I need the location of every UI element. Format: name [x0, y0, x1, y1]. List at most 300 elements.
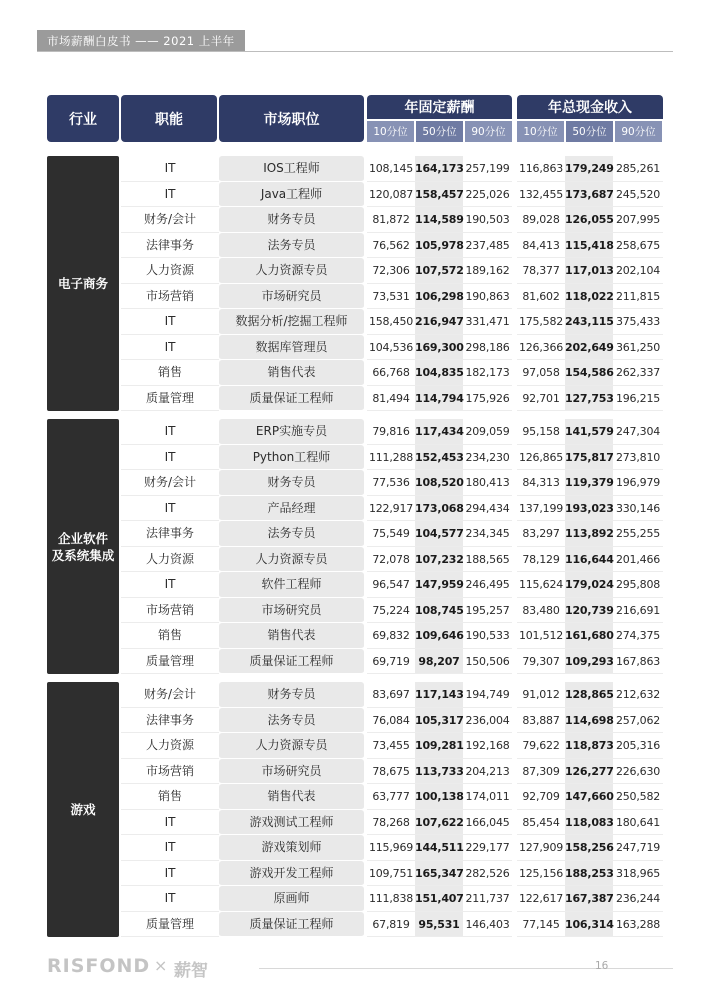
total-p90-cell: 361,250	[613, 335, 663, 361]
position-cell: 游戏开发工程师	[219, 861, 364, 887]
table-row	[47, 386, 663, 412]
table-row	[47, 649, 663, 675]
fixed-p50-cell: 95,531	[415, 912, 463, 938]
total-p90-cell: 216,691	[613, 598, 663, 624]
fixed-p50-cell: 113,733	[415, 759, 463, 785]
total-p50-cell: 113,892	[565, 521, 613, 547]
fixed-p90-cell: 298,186	[463, 335, 512, 361]
table-row	[47, 835, 663, 861]
position-cell: 质量保证工程师	[219, 649, 364, 675]
fixed-p90-cell: 211,737	[463, 886, 512, 912]
fixed-p90-cell: 257,199	[463, 156, 512, 182]
fixed-p90-cell: 234,345	[463, 521, 512, 547]
fixed-p90-cell: 190,533	[463, 623, 512, 649]
total-p50-cell: 175,817	[565, 445, 613, 471]
function-cell: 销售	[121, 623, 219, 649]
table-row	[47, 759, 663, 785]
fixed-p10-cell: 72,306	[367, 258, 415, 284]
fixed-p10-cell: 158,450	[367, 309, 415, 335]
total-p50-cell: 188,253	[565, 861, 613, 887]
total-p50-cell: 118,083	[565, 810, 613, 836]
industry-section	[47, 682, 663, 937]
function-cell: 人力资源	[121, 547, 219, 573]
position-cell: ERP实施专员	[219, 419, 364, 445]
fixed-p90-cell: 237,485	[463, 233, 512, 259]
position-cell: 产品经理	[219, 496, 364, 522]
fixed-p90-cell: 182,173	[463, 360, 512, 386]
position-cell: 销售代表	[219, 360, 364, 386]
industry-section	[47, 419, 663, 674]
total-p10-cell: 92,709	[517, 784, 565, 810]
table-row	[47, 182, 663, 208]
total-p90-cell: 250,582	[613, 784, 663, 810]
table-row	[47, 733, 663, 759]
total-p90-cell: 202,104	[613, 258, 663, 284]
fixed-p10-cell: 83,697	[367, 682, 415, 708]
total-p50-cell: 179,249	[565, 156, 613, 182]
total-p50-cell: 118,873	[565, 733, 613, 759]
total-p10-cell: 97,058	[517, 360, 565, 386]
total-p10-cell: 84,413	[517, 233, 565, 259]
position-cell: 人力资源专员	[219, 258, 364, 284]
total-p90-cell: 247,719	[613, 835, 663, 861]
total-p50-cell: 114,698	[565, 708, 613, 734]
fixed-p10-cell: 63,777	[367, 784, 415, 810]
function-cell: IT	[121, 182, 219, 208]
total-p90-cell: 226,630	[613, 759, 663, 785]
position-cell: 销售代表	[219, 784, 364, 810]
position-cell: 游戏策划师	[219, 835, 364, 861]
total-p50-cell: 193,023	[565, 496, 613, 522]
function-cell: IT	[121, 886, 219, 912]
total-p90-cell: 167,863	[613, 649, 663, 675]
fixed-p90-cell: 195,257	[463, 598, 512, 624]
position-cell: 原画师	[219, 886, 364, 912]
total-p50-cell: 116,644	[565, 547, 613, 573]
header-fixed-p10: 10分位	[367, 121, 414, 142]
fixed-p90-cell: 190,503	[463, 207, 512, 233]
function-cell: IT	[121, 156, 219, 182]
position-cell: 质量保证工程师	[219, 386, 364, 412]
total-p10-cell: 83,887	[517, 708, 565, 734]
table-row	[47, 258, 663, 284]
total-p10-cell: 91,012	[517, 682, 565, 708]
header-divider	[37, 51, 673, 52]
fixed-p50-cell: 117,143	[415, 682, 463, 708]
total-p90-cell: 201,466	[613, 547, 663, 573]
fixed-p50-cell: 147,959	[415, 572, 463, 598]
function-cell: IT	[121, 419, 219, 445]
fixed-p10-cell: 111,288	[367, 445, 415, 471]
total-p10-cell: 83,480	[517, 598, 565, 624]
position-cell: Python工程师	[219, 445, 364, 471]
table-row	[47, 445, 663, 471]
total-p90-cell: 274,375	[613, 623, 663, 649]
fixed-p90-cell: 166,045	[463, 810, 512, 836]
table-row	[47, 547, 663, 573]
table-row	[47, 309, 663, 335]
total-p50-cell: 158,256	[565, 835, 613, 861]
total-p50-cell: 120,739	[565, 598, 613, 624]
fixed-p90-cell: 204,213	[463, 759, 512, 785]
fixed-p10-cell: 109,751	[367, 861, 415, 887]
total-p10-cell: 89,028	[517, 207, 565, 233]
total-p10-cell: 137,199	[517, 496, 565, 522]
industry-label: 电子商务	[47, 156, 119, 411]
fixed-p50-cell: 104,577	[415, 521, 463, 547]
total-p50-cell: 179,024	[565, 572, 613, 598]
fixed-p90-cell: 331,471	[463, 309, 512, 335]
function-cell: 法律事务	[121, 521, 219, 547]
total-p50-cell: 243,115	[565, 309, 613, 335]
total-p10-cell: 77,145	[517, 912, 565, 938]
fixed-p50-cell: 151,407	[415, 886, 463, 912]
fixed-p10-cell: 96,547	[367, 572, 415, 598]
total-p90-cell: 273,810	[613, 445, 663, 471]
fixed-p50-cell: 169,300	[415, 335, 463, 361]
total-p90-cell: 196,215	[613, 386, 663, 412]
function-cell: IT	[121, 861, 219, 887]
position-cell: 人力资源专员	[219, 547, 364, 573]
total-p10-cell: 126,366	[517, 335, 565, 361]
fixed-p90-cell: 209,059	[463, 419, 512, 445]
fixed-p10-cell: 79,816	[367, 419, 415, 445]
table-row	[47, 810, 663, 836]
table-row	[47, 623, 663, 649]
total-p90-cell: 318,965	[613, 861, 663, 887]
total-p90-cell: 211,815	[613, 284, 663, 310]
fixed-p50-cell: 144,511	[415, 835, 463, 861]
fixed-p50-cell: 105,317	[415, 708, 463, 734]
function-cell: 法律事务	[121, 708, 219, 734]
fixed-p90-cell: 192,168	[463, 733, 512, 759]
page-footer	[47, 954, 673, 982]
fixed-p90-cell: 294,434	[463, 496, 512, 522]
position-cell: 财务专员	[219, 682, 364, 708]
industry-label: 企业软件 及系统集成	[47, 419, 119, 674]
function-cell: IT	[121, 335, 219, 361]
fixed-p50-cell: 108,745	[415, 598, 463, 624]
table-row	[47, 708, 663, 734]
fixed-p50-cell: 107,232	[415, 547, 463, 573]
table-row	[47, 598, 663, 624]
fixed-p90-cell: 282,526	[463, 861, 512, 887]
function-cell: IT	[121, 810, 219, 836]
fixed-p10-cell: 115,969	[367, 835, 415, 861]
total-p10-cell: 84,313	[517, 470, 565, 496]
fixed-p10-cell: 120,087	[367, 182, 415, 208]
total-p90-cell: 163,288	[613, 912, 663, 938]
total-p50-cell: 117,013	[565, 258, 613, 284]
total-p90-cell: 262,337	[613, 360, 663, 386]
function-cell: 销售	[121, 360, 219, 386]
total-p10-cell: 122,617	[517, 886, 565, 912]
fixed-p50-cell: 100,138	[415, 784, 463, 810]
function-cell: 人力资源	[121, 258, 219, 284]
fixed-p90-cell: 189,162	[463, 258, 512, 284]
position-cell: 软件工程师	[219, 572, 364, 598]
table-row	[47, 496, 663, 522]
fixed-p50-cell: 216,947	[415, 309, 463, 335]
table-row	[47, 682, 663, 708]
fixed-p10-cell: 104,536	[367, 335, 415, 361]
header-function: 职能	[121, 95, 217, 142]
table-row	[47, 207, 663, 233]
total-p90-cell: 375,433	[613, 309, 663, 335]
function-cell: IT	[121, 445, 219, 471]
total-p90-cell: 285,261	[613, 156, 663, 182]
header-industry: 行业	[47, 95, 119, 142]
total-p10-cell: 95,158	[517, 419, 565, 445]
table-row	[47, 912, 663, 938]
position-cell: 法务专员	[219, 521, 364, 547]
header-fixed-salary: 年固定薪酬	[367, 95, 512, 119]
fixed-p90-cell: 175,926	[463, 386, 512, 412]
function-cell: IT	[121, 835, 219, 861]
fixed-p10-cell: 69,719	[367, 649, 415, 675]
fixed-p50-cell: 173,068	[415, 496, 463, 522]
fixed-p50-cell: 106,298	[415, 284, 463, 310]
fixed-p10-cell: 111,838	[367, 886, 415, 912]
total-p50-cell: 106,314	[565, 912, 613, 938]
fixed-p90-cell: 150,506	[463, 649, 512, 675]
table-row	[47, 233, 663, 259]
total-p10-cell: 175,582	[517, 309, 565, 335]
function-cell: 销售	[121, 784, 219, 810]
function-cell: 财务/会计	[121, 682, 219, 708]
position-cell: 市场研究员	[219, 284, 364, 310]
total-p90-cell: 330,146	[613, 496, 663, 522]
position-cell: 市场研究员	[219, 598, 364, 624]
total-p50-cell: 119,379	[565, 470, 613, 496]
total-p10-cell: 132,455	[517, 182, 565, 208]
fixed-p10-cell: 73,455	[367, 733, 415, 759]
total-p10-cell: 126,865	[517, 445, 565, 471]
total-p50-cell: 167,387	[565, 886, 613, 912]
position-cell: Java工程师	[219, 182, 364, 208]
header-fixed-salary-group	[367, 95, 512, 142]
fixed-p50-cell: 108,520	[415, 470, 463, 496]
position-cell: 质量保证工程师	[219, 912, 364, 938]
fixed-p10-cell: 78,268	[367, 810, 415, 836]
industry-section	[47, 156, 663, 411]
fixed-p10-cell: 72,078	[367, 547, 415, 573]
total-p50-cell: 127,753	[565, 386, 613, 412]
function-cell: 人力资源	[121, 733, 219, 759]
header-fixed-p90: 90分位	[465, 121, 512, 142]
fixed-p50-cell: 107,622	[415, 810, 463, 836]
function-cell: 质量管理	[121, 386, 219, 412]
fixed-p10-cell: 76,562	[367, 233, 415, 259]
fixed-p50-cell: 105,978	[415, 233, 463, 259]
fixed-p50-cell: 114,589	[415, 207, 463, 233]
fixed-p10-cell: 81,494	[367, 386, 415, 412]
fixed-p90-cell: 236,004	[463, 708, 512, 734]
fixed-p90-cell: 229,177	[463, 835, 512, 861]
table-row	[47, 360, 663, 386]
position-cell: 游戏测试工程师	[219, 810, 364, 836]
fixed-p10-cell: 69,832	[367, 623, 415, 649]
total-p10-cell: 127,909	[517, 835, 565, 861]
total-p90-cell: 257,062	[613, 708, 663, 734]
fixed-p90-cell: 194,749	[463, 682, 512, 708]
fixed-p50-cell: 98,207	[415, 649, 463, 675]
total-p50-cell: 141,579	[565, 419, 613, 445]
table-header	[47, 95, 663, 142]
fixed-p10-cell: 75,549	[367, 521, 415, 547]
footer-divider-right	[622, 968, 673, 969]
fixed-p90-cell: 190,863	[463, 284, 512, 310]
total-p50-cell: 126,277	[565, 759, 613, 785]
total-p10-cell: 125,156	[517, 861, 565, 887]
header-total-cash: 年总现金收入	[517, 95, 663, 119]
fixed-p90-cell: 146,403	[463, 912, 512, 938]
total-p50-cell: 109,293	[565, 649, 613, 675]
fixed-p50-cell: 158,457	[415, 182, 463, 208]
total-p90-cell: 236,244	[613, 886, 663, 912]
fixed-p90-cell: 180,413	[463, 470, 512, 496]
header-position: 市场职位	[219, 95, 364, 142]
fixed-p50-cell: 152,453	[415, 445, 463, 471]
total-p10-cell: 81,602	[517, 284, 565, 310]
fixed-p10-cell: 75,224	[367, 598, 415, 624]
total-p90-cell: 258,675	[613, 233, 663, 259]
total-p10-cell: 85,454	[517, 810, 565, 836]
table-row	[47, 419, 663, 445]
total-p90-cell: 255,255	[613, 521, 663, 547]
total-p10-cell: 83,297	[517, 521, 565, 547]
position-cell: 法务专员	[219, 233, 364, 259]
position-cell: 人力资源专员	[219, 733, 364, 759]
table-row	[47, 521, 663, 547]
position-cell: 法务专员	[219, 708, 364, 734]
total-p10-cell: 87,309	[517, 759, 565, 785]
fixed-p10-cell: 108,145	[367, 156, 415, 182]
function-cell: 质量管理	[121, 912, 219, 938]
risfond-logo: RISFOND	[47, 955, 151, 977]
total-p90-cell: 207,995	[613, 207, 663, 233]
total-p90-cell: 196,979	[613, 470, 663, 496]
fixed-p10-cell: 76,084	[367, 708, 415, 734]
function-cell: 财务/会计	[121, 470, 219, 496]
position-cell: 市场研究员	[219, 759, 364, 785]
fixed-p90-cell: 246,495	[463, 572, 512, 598]
function-cell: 财务/会计	[121, 207, 219, 233]
fixed-p50-cell: 109,646	[415, 623, 463, 649]
total-p50-cell: 128,865	[565, 682, 613, 708]
fixed-p50-cell: 164,173	[415, 156, 463, 182]
fixed-p10-cell: 81,872	[367, 207, 415, 233]
fixed-p10-cell: 66,768	[367, 360, 415, 386]
header-total-p50: 50分位	[566, 121, 613, 142]
table-row	[47, 861, 663, 887]
total-p10-cell: 115,624	[517, 572, 565, 598]
total-p90-cell: 212,632	[613, 682, 663, 708]
total-p10-cell: 79,622	[517, 733, 565, 759]
fixed-p50-cell: 117,434	[415, 419, 463, 445]
fixed-p10-cell: 122,917	[367, 496, 415, 522]
total-p50-cell: 202,649	[565, 335, 613, 361]
brand-separator: ×	[154, 956, 168, 975]
total-p90-cell: 180,641	[613, 810, 663, 836]
total-p50-cell: 161,680	[565, 623, 613, 649]
function-cell: 法律事务	[121, 233, 219, 259]
fixed-p10-cell: 73,531	[367, 284, 415, 310]
fixed-p10-cell: 78,675	[367, 759, 415, 785]
fixed-p90-cell: 174,011	[463, 784, 512, 810]
function-cell: 市场营销	[121, 284, 219, 310]
header-tab: 市场薪酬白皮书 —— 2021 上半年	[37, 30, 245, 52]
total-p10-cell: 116,863	[517, 156, 565, 182]
header-fixed-p50: 50分位	[416, 121, 463, 142]
page-number: 16	[595, 960, 609, 972]
total-p10-cell: 101,512	[517, 623, 565, 649]
position-cell: 销售代表	[219, 623, 364, 649]
fixed-p50-cell: 104,835	[415, 360, 463, 386]
header-total-p10: 10分位	[517, 121, 564, 142]
position-cell: 数据分析/挖掘工程师	[219, 309, 364, 335]
fixed-p90-cell: 234,230	[463, 445, 512, 471]
header-total-p90: 90分位	[615, 121, 662, 142]
total-p50-cell: 147,660	[565, 784, 613, 810]
total-p10-cell: 78,377	[517, 258, 565, 284]
header-total-cash-group	[517, 95, 663, 142]
total-p90-cell: 245,520	[613, 182, 663, 208]
function-cell: IT	[121, 309, 219, 335]
position-cell: 财务专员	[219, 207, 364, 233]
table-row	[47, 284, 663, 310]
fixed-p50-cell: 109,281	[415, 733, 463, 759]
footer-divider-left	[259, 968, 623, 969]
total-p50-cell: 154,586	[565, 360, 613, 386]
function-cell: 市场营销	[121, 598, 219, 624]
total-p90-cell: 205,316	[613, 733, 663, 759]
function-cell: IT	[121, 496, 219, 522]
function-cell: IT	[121, 572, 219, 598]
total-p50-cell: 126,055	[565, 207, 613, 233]
total-p50-cell: 173,687	[565, 182, 613, 208]
table-row	[47, 335, 663, 361]
total-p90-cell: 295,808	[613, 572, 663, 598]
total-p10-cell: 79,307	[517, 649, 565, 675]
total-p50-cell: 115,418	[565, 233, 613, 259]
function-cell: 质量管理	[121, 649, 219, 675]
table-row	[47, 470, 663, 496]
total-p10-cell: 92,701	[517, 386, 565, 412]
total-p10-cell: 78,129	[517, 547, 565, 573]
total-p50-cell: 118,022	[565, 284, 613, 310]
xinzhi-logo: 薪智	[174, 961, 208, 981]
position-cell: 财务专员	[219, 470, 364, 496]
salary-table	[47, 95, 663, 937]
industry-label: 游戏	[47, 682, 119, 937]
fixed-p10-cell: 77,536	[367, 470, 415, 496]
fixed-p90-cell: 188,565	[463, 547, 512, 573]
table-row	[47, 886, 663, 912]
fixed-p50-cell: 114,794	[415, 386, 463, 412]
fixed-p50-cell: 165,347	[415, 861, 463, 887]
table-row	[47, 784, 663, 810]
fixed-p50-cell: 107,572	[415, 258, 463, 284]
fixed-p90-cell: 225,026	[463, 182, 512, 208]
table-row	[47, 156, 663, 182]
position-cell: IOS工程师	[219, 156, 364, 182]
total-p90-cell: 247,304	[613, 419, 663, 445]
fixed-p10-cell: 67,819	[367, 912, 415, 938]
position-cell: 数据库管理员	[219, 335, 364, 361]
table-row	[47, 572, 663, 598]
function-cell: 市场营销	[121, 759, 219, 785]
